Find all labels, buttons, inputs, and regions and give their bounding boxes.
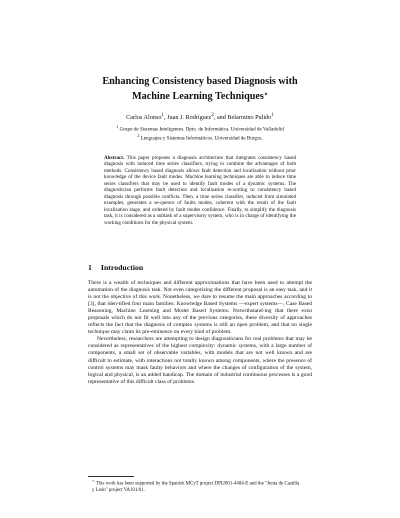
author-2-affil: 2 xyxy=(211,112,214,118)
body-text xyxy=(88,280,312,386)
author-3: and Belarmino Pulido xyxy=(216,114,272,122)
abstract-label: Abstract. xyxy=(104,155,125,161)
affiliation-1-mark: 1 xyxy=(116,124,119,129)
affiliation-2-text: Lenguajes y Sistemas Informáticos. Universidad de Burgos. xyxy=(140,135,263,142)
paragraph-2: Nevertheless, researchers are attempting to design diagnosticians for real problems that may be considered as representatives of the highest complexity: dynamic systems, with a large number of components, a small set of observable variables, with models that are not well known and are difficult to estimate, with interactions not totally known among components, where the presence of control systems may mask faulty behaviors and where the changes of configuration of the system, logical and physical, is an added handicap. The domain of industrial continuous processes is a good representative of this difficult class of problems. xyxy=(88,336,312,385)
title-line-1: Enhancing Consistency based Diagnosis with xyxy=(102,76,298,87)
author-1: Carlos Alonso xyxy=(126,114,162,122)
affiliation-1-text: Grupo de Sistemas Inteligentes. Dpto. de Informática. Universidad de Valladolid xyxy=(119,126,284,133)
author-2: Juan J. Rodríguez xyxy=(167,114,212,122)
author-1-affil: 1 xyxy=(161,112,164,118)
footnote-rule xyxy=(88,476,134,477)
title-line-2 xyxy=(60,88,340,103)
footnote-text: This work has been supported by the Spanish MCyT project DPI2001-4404-E and the "Junta de Castilla y León" project VA101/01. xyxy=(92,481,300,493)
author-3-affil: 1 xyxy=(271,112,274,118)
title-footnote-mark: ⋆ xyxy=(263,91,268,98)
paper-title xyxy=(60,75,340,103)
title-line-2-text: Machine Learning Techniques xyxy=(132,91,264,102)
abstract xyxy=(104,155,296,226)
author-list: Carlos Alonso$^1$, Juan J. Rodríguez$^2$, and Belarmino Pulido$^1$ xyxy=(126,112,274,122)
footnote xyxy=(92,478,302,494)
footnote-mark: ⋆ xyxy=(92,478,95,483)
section-number: 1 xyxy=(88,263,92,272)
affiliation-2 xyxy=(70,133,330,142)
section-heading xyxy=(88,263,143,272)
affiliation-1 xyxy=(70,124,330,133)
affiliation-2-mark: 2 xyxy=(137,133,140,139)
section-title: Introduction xyxy=(100,263,144,272)
abstract-text: This paper proposes a diagnosis architecture that integrates consistency based diagnosis with induced time series classifiers, trying to combine the advantages of both methods. Consistency based diagnosis allows fault detection and localization without prior knowledge of the device fault modes. Machine learning techniques are able to induce time series classifiers that may be used to identify fault modes of a dynamic systems. The diagnostician performs fault detection and localization re-sorting to consistency based diagnosis through possible conflicts. Then, a time series classifier, induced from simulated examples, generates a se-quence of faults modes, coherent with the result of the fault localization stage, and ordered by fault modes confidence. Finally, to simplify the diagnosis task, it is considered as a subtask of a supervisory system, who is in charge of identifying the working conditions for the physical system. xyxy=(104,155,297,226)
paragraph-1: There is a wealth of techniques and different approximations that have been used to attempt the automation of the diagnosis task. Not even categorizing the different proposal is an easy task, and it is not the objective of this work. Nonetheless, we dare to resume the main approaches according to [3], that iden-tified four main families: Knowledge Based Systems —expert systems—, Case Based Reasoning, Machine Learning and Model Based Systems. Notwithstand-ing that there exist proposals which do not fit well into any of the previous categories, these diversity of approaches reflects the fact that the diagnosis of complex systems is still an open problem, and that no single technique may claim its pre-eminence on every kind of problem. xyxy=(88,280,312,336)
affiliations xyxy=(70,124,330,143)
